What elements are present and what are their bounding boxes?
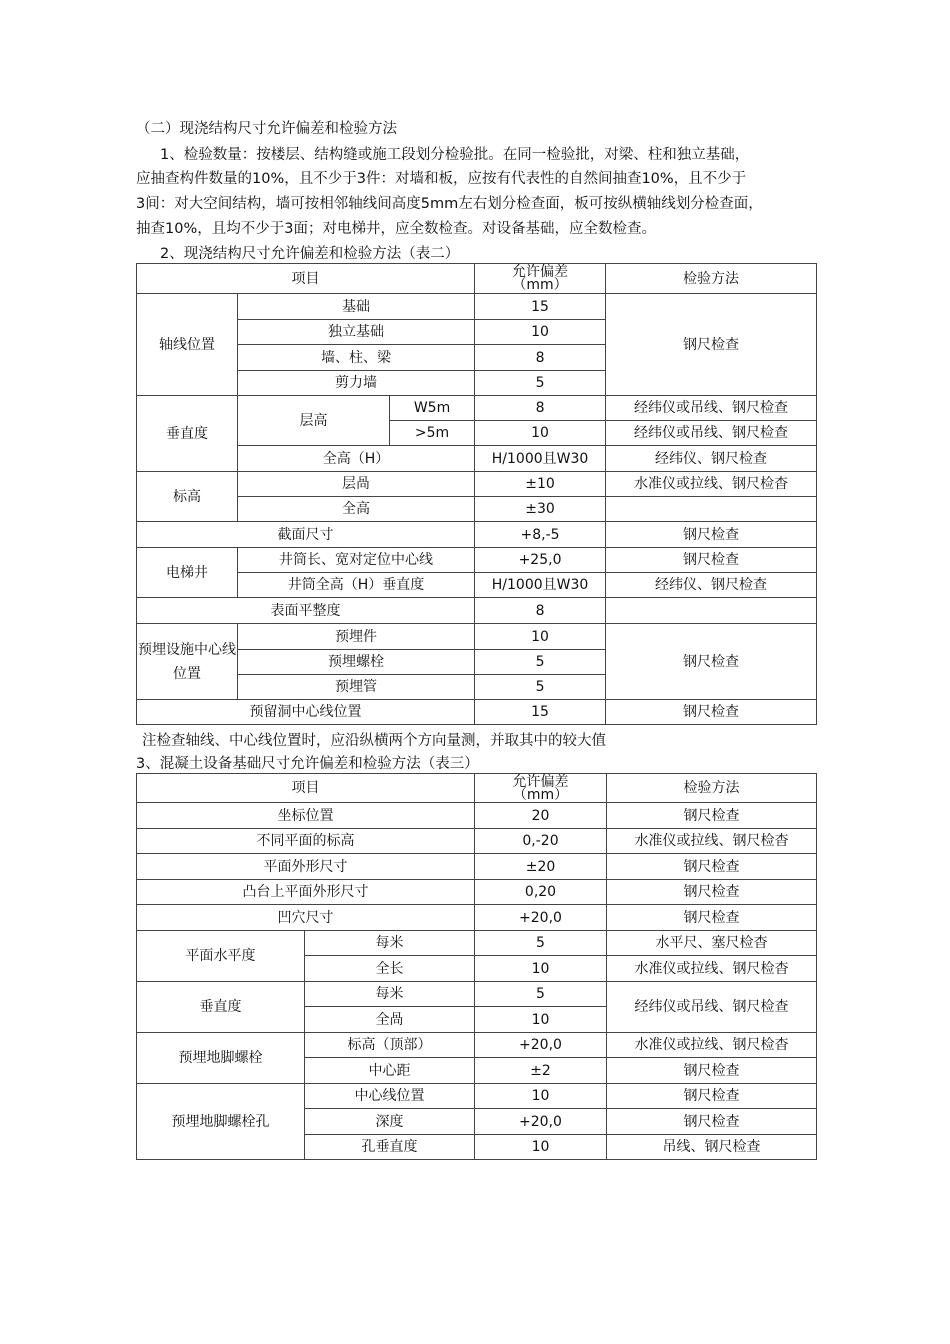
value-cell: 10 — [475, 421, 606, 446]
method-cell: 钢尺检查 — [607, 803, 817, 829]
table-row — [137, 905, 817, 931]
method-cell: 钢尺检查 — [606, 522, 817, 548]
method-cell: 钢尺检查 — [607, 854, 817, 880]
table-row — [137, 700, 817, 725]
method-cell: 吊线、钢尺检查 — [607, 1135, 817, 1160]
item-cell: 标高（顶部） — [305, 1033, 475, 1058]
value-cell: 5 — [475, 675, 606, 700]
header-item: 项目 — [137, 774, 475, 803]
method-cell: 经纬仪或吊线、钢尺检查 — [606, 421, 817, 446]
value-cell: ±30 — [475, 497, 606, 522]
value-cell: 0,-20 — [475, 829, 607, 854]
item-cell: 预埋螺栓 — [238, 650, 475, 675]
table-row — [137, 880, 817, 905]
paragraph-line-1: 1、检验数量：按楼层、结构缝或施工段划分检验批。在同一检验批，对梁、柱和独立基础， — [160, 147, 750, 163]
table-row — [137, 598, 817, 624]
item-cell: 预埋管 — [238, 675, 475, 700]
value-cell: 5 — [475, 982, 607, 1007]
item-cell: 表面平整度 — [137, 598, 475, 624]
item-cell: 不同平面的标高 — [137, 829, 475, 854]
group-level: 平面水平度 — [137, 931, 305, 982]
value-cell: 10 — [475, 624, 606, 650]
group-vertical: 垂直度 — [137, 982, 305, 1033]
item-cell: 独立基础 — [238, 320, 475, 345]
value-cell: ±10 — [475, 472, 606, 497]
item-cell: 井筒全高（H）垂直度 — [238, 573, 475, 598]
table-row — [137, 624, 817, 650]
method-cell: 经纬仪、钢尺检查 — [606, 573, 817, 598]
value-cell: H/1000且W30 — [475, 446, 606, 472]
group-embed: 预埋设施中心线位置 — [137, 624, 238, 700]
method-cell: 水准仪或拉线、钢尺检杳 — [607, 1033, 817, 1058]
value-cell: 15 — [475, 294, 606, 320]
table3-header-row — [137, 774, 817, 803]
item-cell: 全高（H） — [238, 446, 475, 472]
item-cell: 全咼 — [305, 1007, 475, 1033]
value-cell: ±2 — [475, 1058, 607, 1084]
table-row — [137, 548, 817, 573]
item-cell: 坐标位置 — [137, 803, 475, 829]
item-cell: 截面尺寸 — [137, 522, 475, 548]
value-cell: 8 — [475, 345, 606, 371]
condition-cell: W5m — [390, 396, 475, 421]
paragraph-line-2: 应抽查构件数量的10%，且不少于3件：对墙和板，应按有代表性的自然间抽查10%，且不少于 — [136, 171, 747, 187]
table2-note: 注检查轴线、中心线位置时，应沿纵横两个方向量测，并取其中的较大值 — [142, 733, 606, 749]
method-cell: 钢尺检查 — [606, 700, 817, 725]
item-cell: 层咼 — [238, 472, 475, 497]
value-cell: 5 — [475, 931, 607, 956]
group-vertical: 垂直度 — [137, 396, 238, 472]
method-cell: 水准仪或拉线、钢尺检杳 — [606, 472, 817, 497]
table-row — [137, 294, 817, 320]
table-row — [137, 982, 817, 1007]
value-cell: 8 — [475, 598, 606, 624]
method-cell: 经纬仪或吊线、钢尺检查 — [607, 982, 817, 1033]
header-tolerance: 允许偏差 （mm） — [475, 264, 606, 294]
method-cell: 钢尺检查 — [607, 1109, 817, 1135]
header-tolerance: 允许偏差 （mm） — [475, 774, 607, 803]
item-cell: 层高 — [238, 396, 390, 446]
item-cell: 中心距 — [305, 1058, 475, 1084]
item-cell: 平面外形尺寸 — [137, 854, 475, 880]
value-cell: 10 — [475, 1135, 607, 1160]
table2-header-row — [137, 264, 817, 294]
item-cell: 凸台上平面外形尺寸 — [137, 880, 475, 905]
header-item: 项目 — [137, 264, 475, 294]
header-method: 检验方法 — [606, 264, 817, 294]
method-cell: 水准仪或拉线、钢尺检杳 — [607, 829, 817, 854]
value-cell: +20,0 — [475, 905, 607, 931]
header-method: 检验方法 — [607, 774, 817, 803]
table-row — [137, 446, 817, 472]
method-cell: 钢尺检查 — [607, 905, 817, 931]
paragraph-line-4: 抽查10%，且均不少于3面；对电梯井，应全数检查。对设备基础，应全数检查。 — [136, 221, 656, 237]
group-elevator: 电梯井 — [137, 548, 238, 598]
table-row — [137, 854, 817, 880]
table-row — [137, 522, 817, 548]
value-cell: 5 — [475, 650, 606, 675]
item-cell: 剪力墙 — [238, 371, 475, 396]
value-cell: H/1000且W30 — [475, 573, 606, 598]
table2-title: 2、现浇结构尺寸允许偏差和检验方法（表二） — [160, 246, 460, 262]
value-cell: 10 — [475, 1084, 607, 1109]
item-cell: 凹穴尺寸 — [137, 905, 475, 931]
table-3 — [136, 773, 817, 1160]
table-row — [137, 829, 817, 854]
value-cell: ±20 — [475, 854, 607, 880]
table3-title: 3、混凝土设备基础尺寸允许偏差和检验方法（表三） — [136, 756, 479, 772]
section-title: （二）现浇结构尺寸允许偏差和检验方法 — [136, 121, 397, 137]
item-cell: 中心线位置 — [305, 1084, 475, 1109]
method-cell: 水准仪或拉线、钢尺检杳 — [607, 956, 817, 982]
method-cell: 钢尺检查 — [607, 880, 817, 905]
method-cell: 钢尺检查 — [606, 548, 817, 573]
table-row — [137, 1033, 817, 1058]
item-cell: 井筒长、宽对定位中心线 — [238, 548, 475, 573]
item-cell: 深度 — [305, 1109, 475, 1135]
method-cell-empty — [606, 497, 817, 522]
item-cell: 全长 — [305, 956, 475, 982]
table-2 — [136, 263, 817, 725]
value-cell: +20,0 — [475, 1033, 607, 1058]
table-row — [137, 573, 817, 598]
table-row — [137, 396, 817, 421]
value-cell: +8,-5 — [475, 522, 606, 548]
value-cell: 10 — [475, 320, 606, 345]
value-cell: +25,0 — [475, 548, 606, 573]
table-row — [137, 1084, 817, 1109]
value-cell: 0,20 — [475, 880, 607, 905]
method-cell: 钢尺检查 — [606, 294, 817, 396]
method-cell: 经纬仪或吊线、钢尺检查 — [606, 396, 817, 421]
item-cell: 基础 — [238, 294, 475, 320]
value-cell: 15 — [475, 700, 606, 725]
table-row — [137, 497, 817, 522]
item-cell: 每米 — [305, 982, 475, 1007]
value-cell: 5 — [475, 371, 606, 396]
table-row — [137, 931, 817, 956]
paragraph-line-3: 3间：对大空间结构，墙可按相邻轴线间高度5mm左右划分检查面，板可按纵横轴线划分检查面， — [136, 196, 763, 212]
item-cell: 预埋件 — [238, 624, 475, 650]
group-elevation: 标高 — [137, 472, 238, 522]
table-row — [137, 803, 817, 829]
item-cell: 墙、柱、梁 — [238, 345, 475, 371]
value-cell: 20 — [475, 803, 607, 829]
method-cell: 钢尺检查 — [606, 624, 817, 700]
value-cell: 10 — [475, 956, 607, 982]
value-cell: 10 — [475, 1007, 607, 1033]
condition-cell: >5m — [390, 421, 475, 446]
value-cell: 8 — [475, 396, 606, 421]
value-cell: +20,0 — [475, 1109, 607, 1135]
item-cell: 孔垂直度 — [305, 1135, 475, 1160]
method-cell: 钢尺检查 — [607, 1058, 817, 1084]
method-cell: 钢尺检查 — [607, 1084, 817, 1109]
group-bolt-hole: 预埋地脚螺栓孔 — [137, 1084, 305, 1160]
method-cell-empty — [606, 598, 817, 624]
method-cell: 经纬仪、钢尺检查 — [606, 446, 817, 472]
group-axis: 轴线位置 — [137, 294, 238, 396]
method-cell: 水平尺、塞尺检杳 — [607, 931, 817, 956]
item-cell: 预留洞中心线位置 — [137, 700, 475, 725]
item-cell: 每米 — [305, 931, 475, 956]
table-row — [137, 472, 817, 497]
item-cell: 全高 — [238, 497, 475, 522]
group-bolt: 预埋地脚螺栓 — [137, 1033, 305, 1084]
